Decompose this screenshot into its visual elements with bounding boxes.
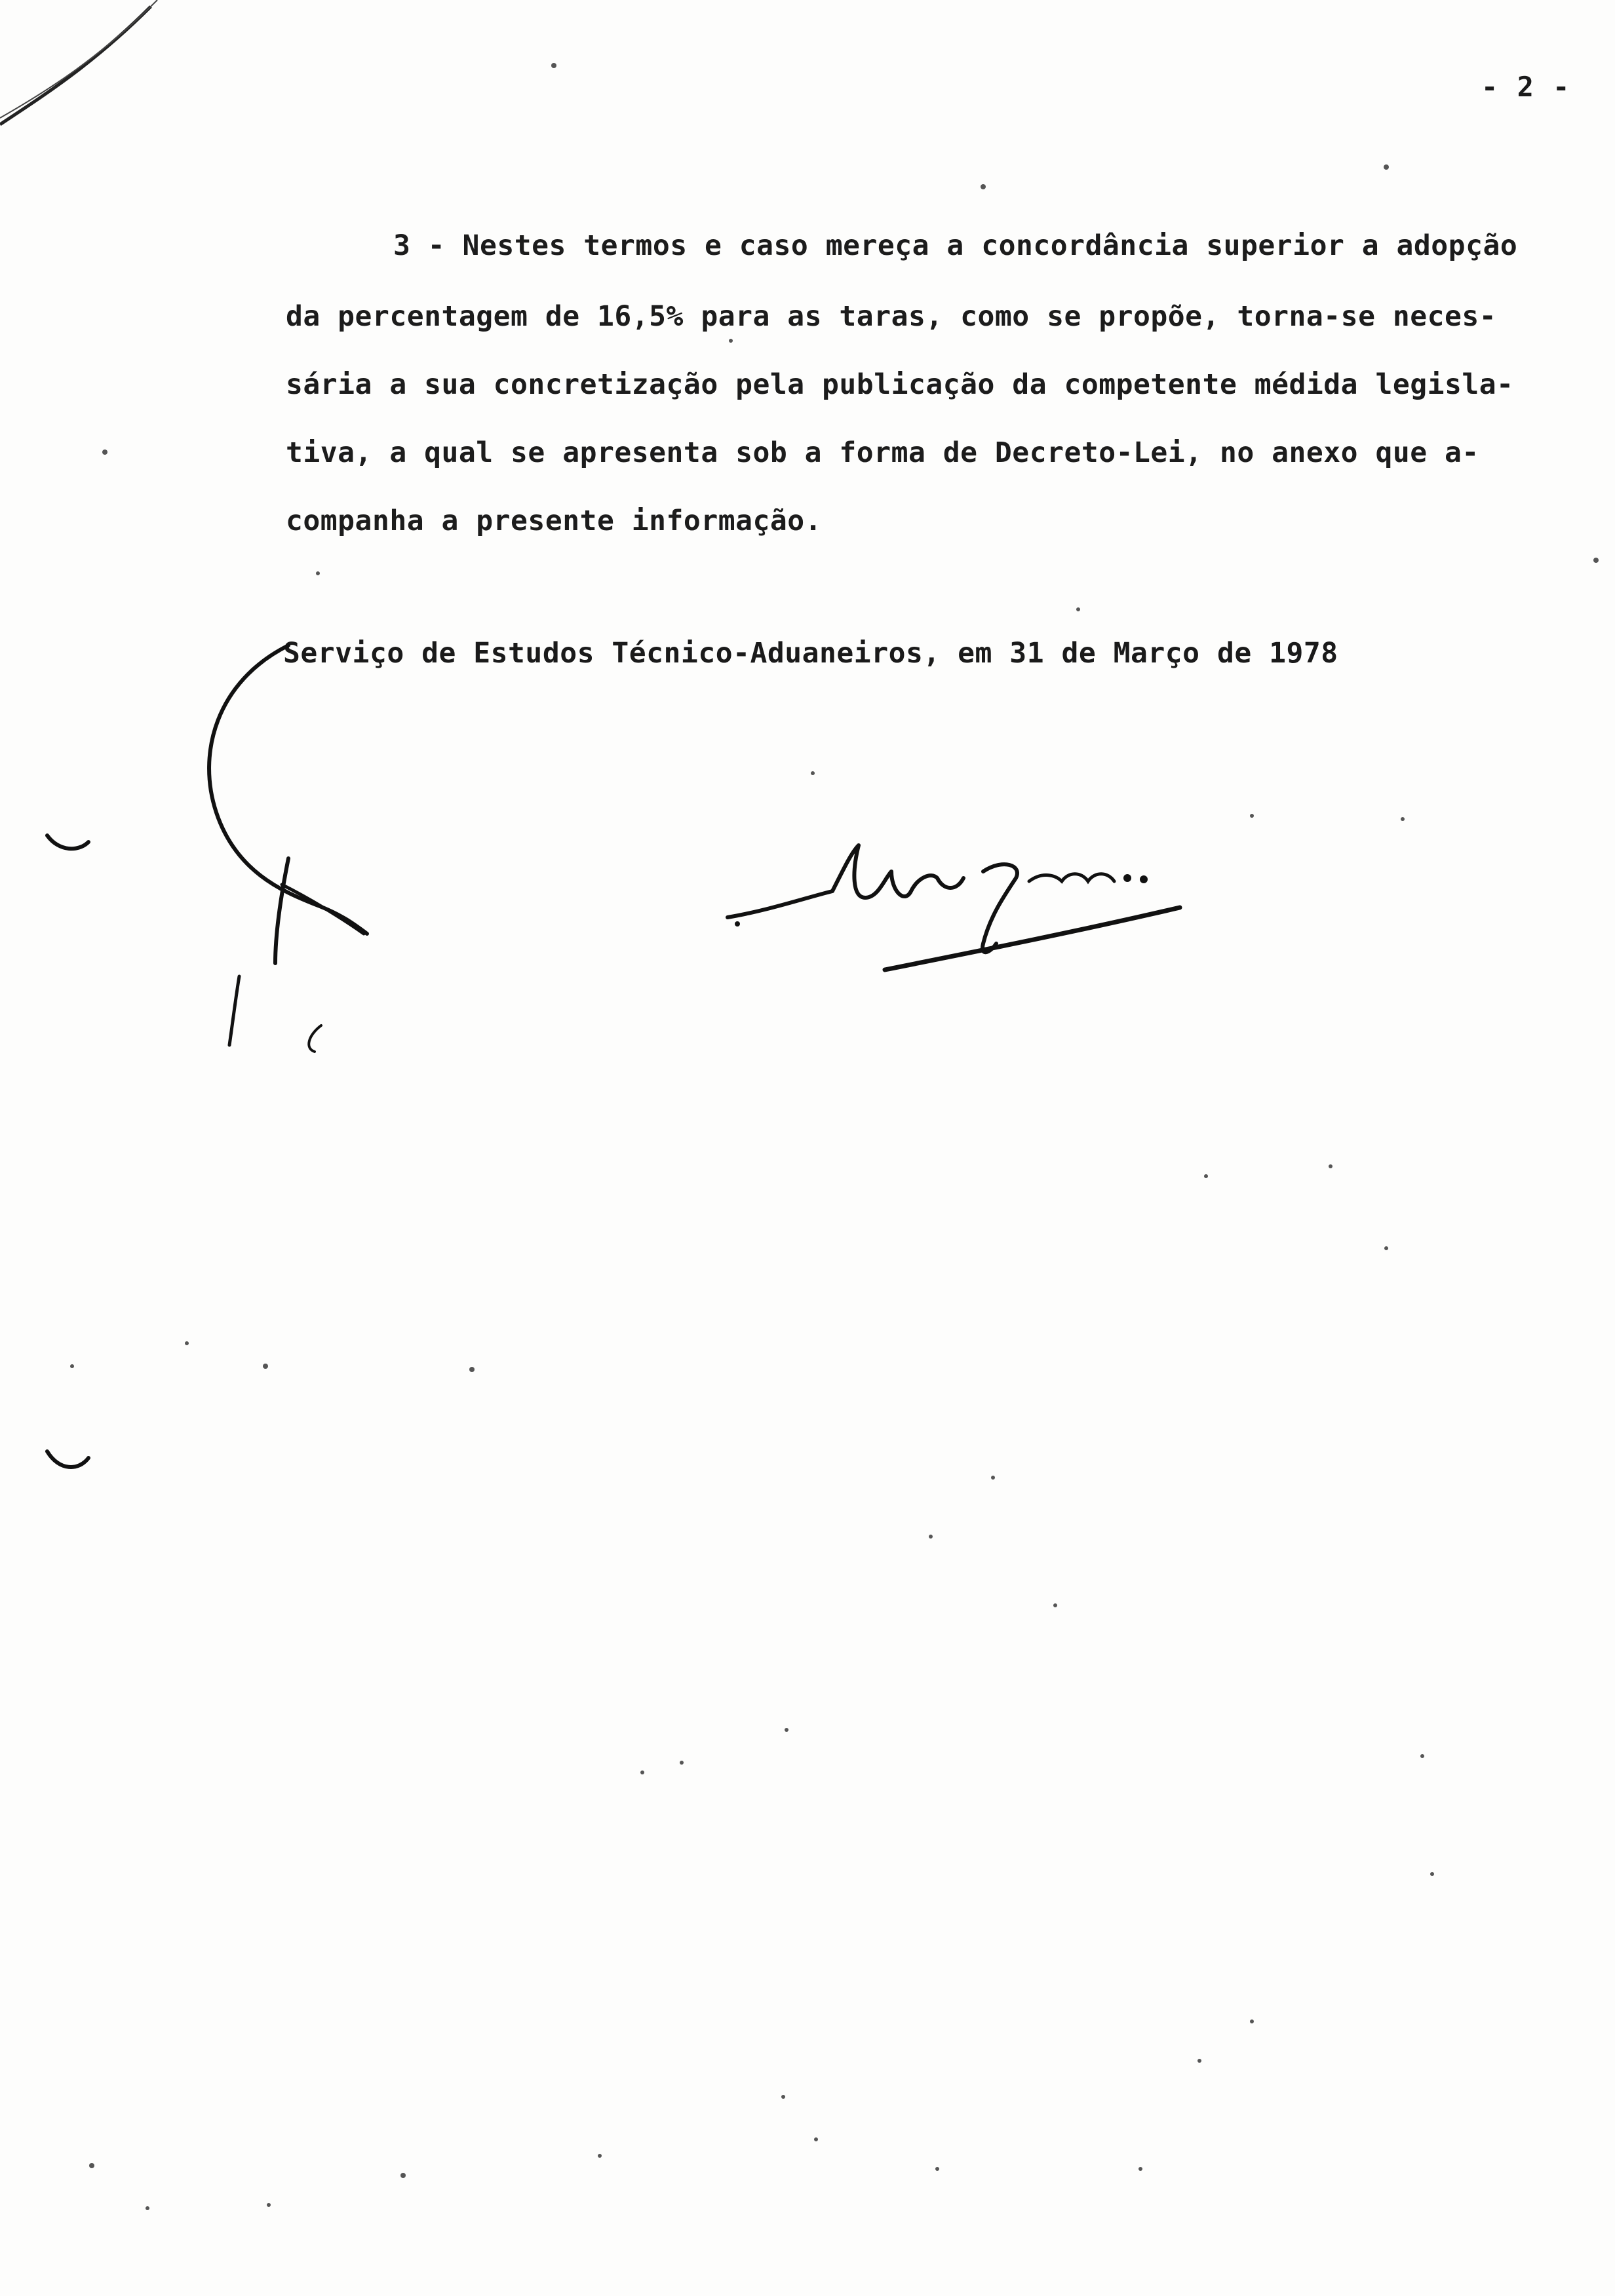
marginal-initial — [309, 1025, 321, 1052]
corner-stroke — [0, 0, 157, 118]
marginal-initial — [275, 858, 288, 963]
paragraph-line: tiva, a qual se apresenta sob a forma de Decreto-Lei, no anexo que a- — [286, 436, 1479, 469]
paragraph-line: 3 - Nestes termos e caso mereça a concordância superior a adopção — [393, 229, 1518, 262]
marginal-initial — [282, 885, 364, 934]
paragraph-line: da percentagem de 16,5% para as taras, como se propõe, torna-se neces- — [286, 300, 1497, 333]
page-number: - 2 - — [1481, 71, 1571, 103]
paragraph-line: sária a sua concretização pela publicação da competente médida legisla- — [286, 368, 1514, 401]
marginal-initial — [209, 645, 367, 934]
signoff-line: Serviço de Estudos Técnico-Aduaneiros, em 31 de Março de 1978 — [283, 637, 1338, 670]
punch-hole-mark — [47, 1451, 88, 1467]
corner-stroke — [0, 7, 151, 124]
marginal-initial — [229, 976, 239, 1045]
punch-hole-mark — [47, 835, 88, 849]
paragraph-line: companha a presente informação. — [286, 505, 823, 537]
signature — [728, 845, 1180, 970]
